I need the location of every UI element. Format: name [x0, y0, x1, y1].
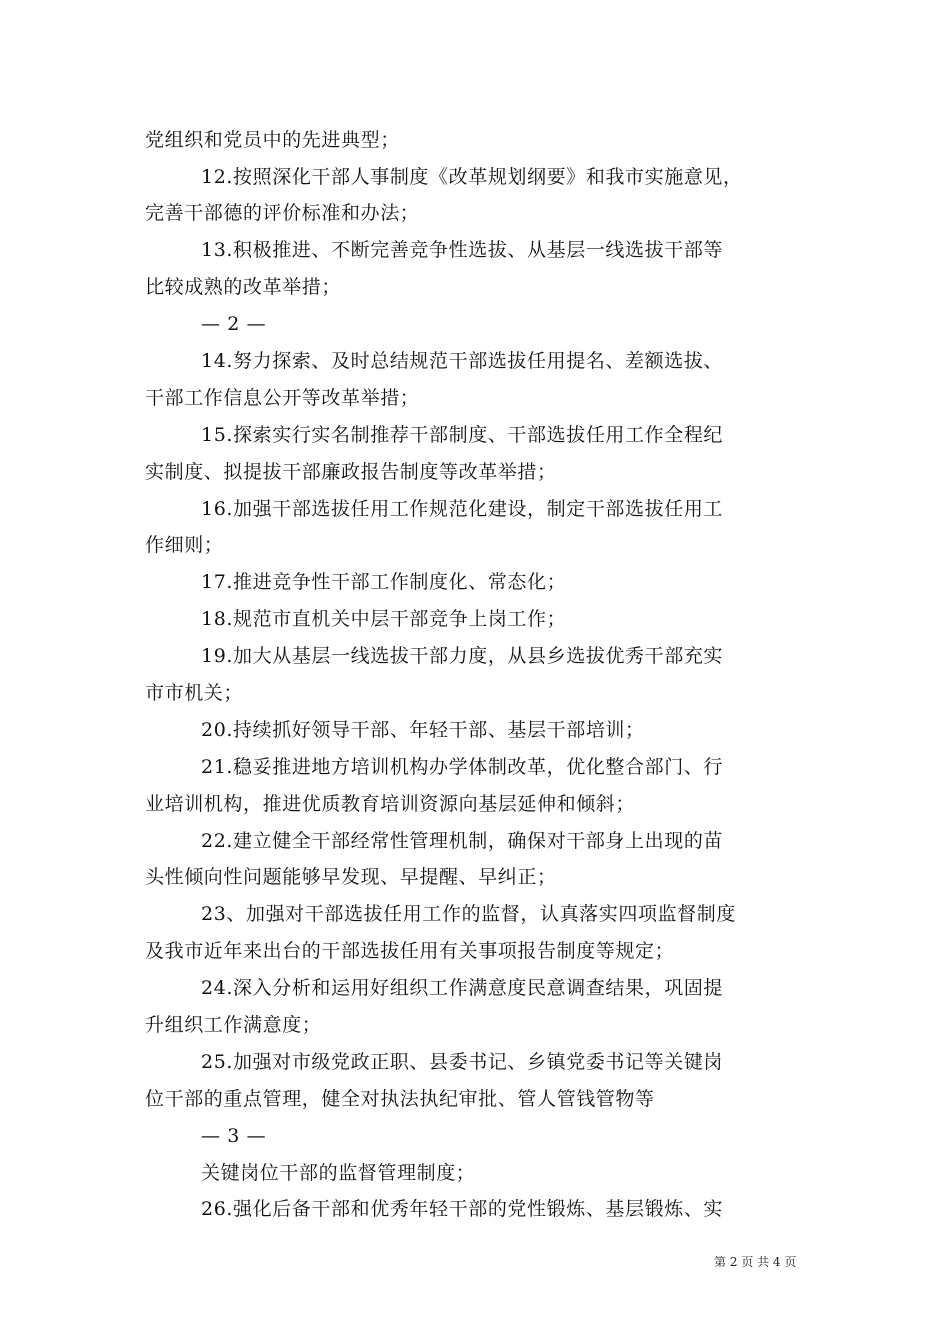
text-line: 22.建立健全干部经常性管理机制，确保对干部身上出现的苗 [201, 830, 724, 852]
text-line: 业培训机构，推进优质教育培训资源向基层延伸和倾斜； [145, 793, 636, 815]
text-line: 25.加强对市级党政正职、县委书记、乡镇党委书记等关键岗 [201, 1051, 724, 1073]
text-line: 17.推进竞争性干部工作制度化、常态化； [201, 571, 567, 593]
page-number-marker: — 3 — [201, 1125, 267, 1147]
text-line: 完善干部德的评价标准和办法； [145, 202, 420, 224]
text-line: 党组织和党员中的先进典型； [145, 129, 400, 151]
text-line: 关键岗位干部的监督管理制度； [201, 1162, 476, 1184]
text-line: 20.持续抓好领导干部、年轻干部、基层干部培训； [201, 719, 645, 741]
text-line: 实制度、拟提拔干部廉政报告制度等改革举措； [145, 461, 557, 483]
page-indicator: 第 2 页 共 4 页 [714, 1255, 797, 1269]
text-line: 18.规范市直机关中层干部竞争上岗工作； [201, 608, 567, 630]
text-line: 干部工作信息公开等改革举措； [145, 387, 420, 409]
text-line: 24.深入分析和运用好组织工作满意度民意调查结果，巩固提 [201, 977, 724, 999]
text-line: 15.探索实行实名制推荐干部制度、干部选拔任用工作全程纪 [201, 424, 724, 446]
page-number-marker: — 2 — [201, 313, 267, 335]
text-line: 16.加强干部选拔任用工作规范化建设，制定干部选拔任用工 [201, 498, 724, 520]
text-line: 市市机关； [145, 682, 244, 704]
text-line: 14.努力探索、及时总结规范干部选拔任用提名、差额选拔、 [201, 350, 724, 372]
text-line: 比较成熟的改革举措； [145, 276, 342, 298]
text-line: 12.按照深化干部人事制度《改革规划纲要》和我市实施意见， [201, 166, 743, 188]
text-line: 作细则； [145, 534, 224, 556]
text-line: 位干部的重点管理，健全对执法执纪审批、管人管钱管物等 [145, 1088, 655, 1110]
text-line: 升组织工作满意度； [145, 1014, 322, 1036]
text-line: 19.加大从基层一线选拔干部力度，从县乡选拔优秀干部充实 [201, 645, 724, 667]
text-line: 头性倾向性问题能够早发现、早提醒、早纠正； [145, 866, 557, 888]
text-line: 23、加强对干部选拔任用工作的监督，认真落实四项监督制度 [201, 903, 736, 925]
text-line: 13.积极推进、不断完善竞争性选拔、从基层一线选拔干部等 [201, 239, 724, 261]
text-line: 及我市近年来出台的干部选拔任用有关事项报告制度等规定； [145, 940, 675, 962]
text-line: 26.强化后备干部和优秀年轻干部的党性锻炼、基层锻炼、实 [201, 1198, 724, 1220]
text-line: 21.稳妥推进地方培训机构办学体制改革，优化整合部门、行 [201, 756, 724, 778]
